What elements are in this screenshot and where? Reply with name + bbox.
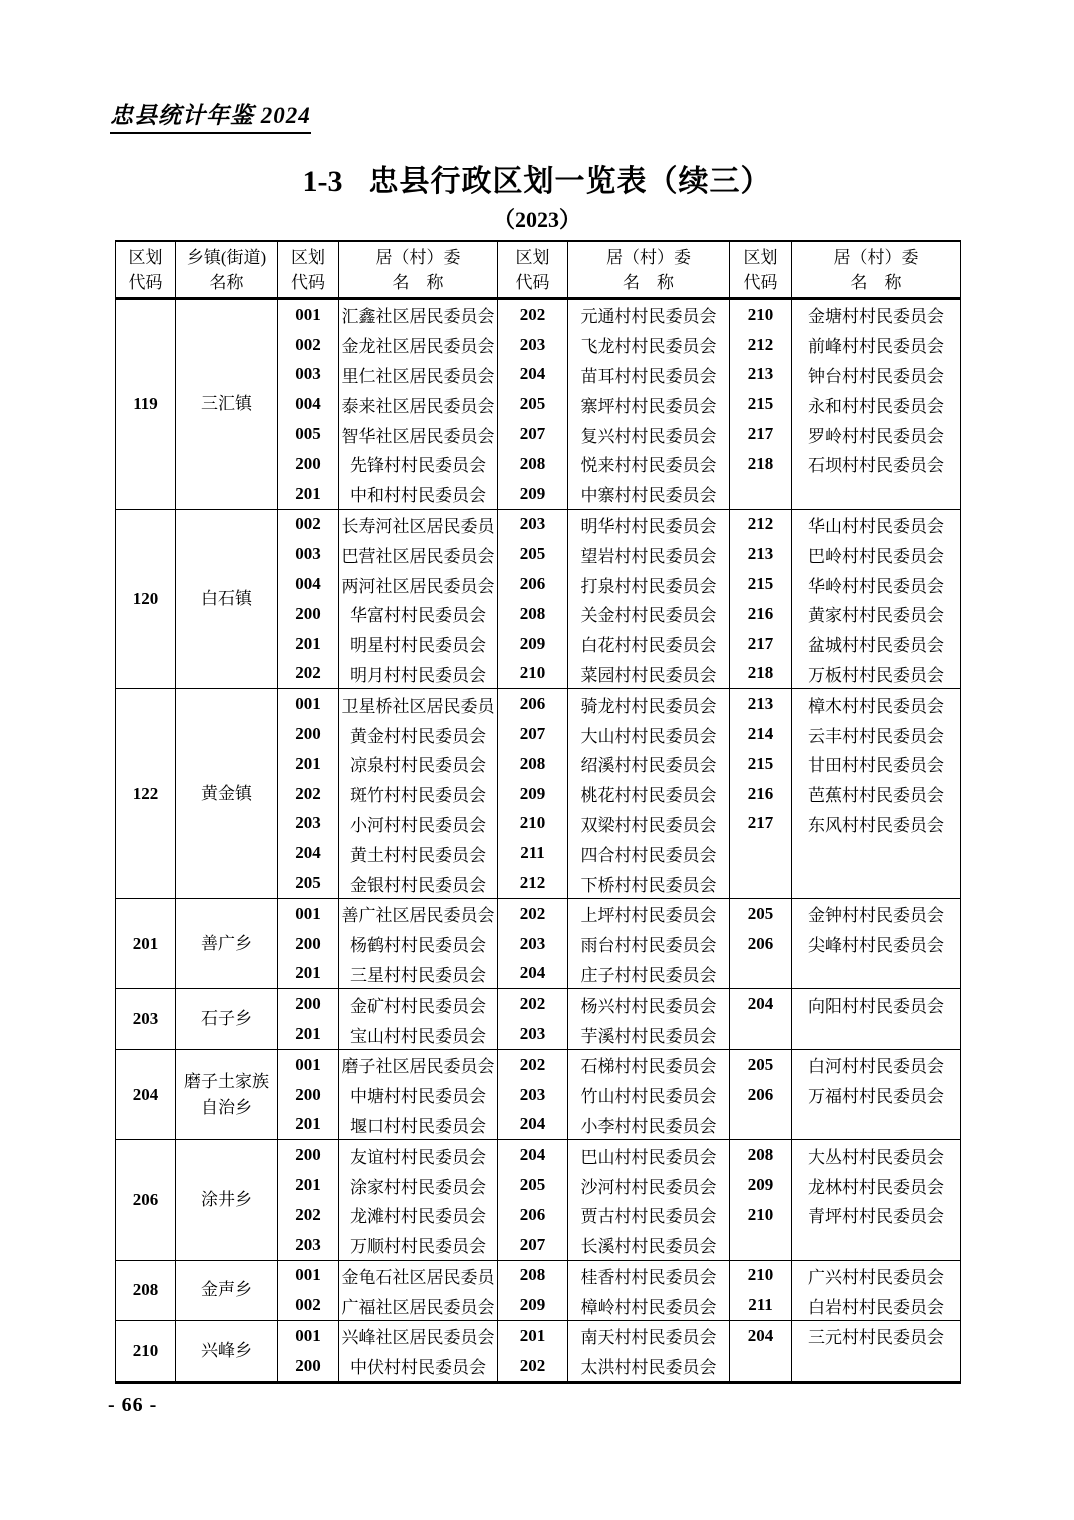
- committee-code: 204: [730, 989, 792, 1019]
- page-title: [0, 156, 1074, 200]
- committee-name: 雨台村村民委员会: [568, 929, 730, 959]
- committee-code: [730, 1110, 792, 1140]
- committee-name: 黄家村村民委员会: [792, 599, 961, 629]
- committee-code: 200: [278, 1140, 339, 1170]
- township-section-203: [116, 989, 961, 1050]
- committee-code: 207: [498, 719, 568, 749]
- committee-name: [792, 1351, 961, 1382]
- column-header-7: 居（村）委 名 称: [792, 241, 961, 299]
- committee-name: [792, 868, 961, 898]
- committee-name: 金龙社区居民委员会: [339, 330, 498, 360]
- township-name: 三汇镇: [176, 299, 278, 510]
- committee-name: 两河社区居民委员会: [339, 569, 498, 599]
- committee-name: 三星村村民委员会: [339, 959, 498, 989]
- committee-name: 元通村村民委员会: [568, 299, 730, 330]
- committee-name: 云丰村村民委员会: [792, 719, 961, 749]
- committee-name: 向阳村村民委员会: [792, 989, 961, 1019]
- committee-code: 213: [730, 360, 792, 390]
- committee-code: 201: [278, 749, 339, 779]
- committee-code: 209: [498, 479, 568, 509]
- committee-name: 先锋村村民委员会: [339, 449, 498, 479]
- committee-code: 202: [498, 1049, 568, 1079]
- committee-code: 001: [278, 1260, 339, 1290]
- committee-code: 209: [498, 629, 568, 659]
- committee-code: 202: [278, 779, 339, 809]
- committee-code: 201: [278, 959, 339, 989]
- committee-code: 203: [498, 509, 568, 539]
- committee-name: 巴营社区居民委员会: [339, 539, 498, 569]
- admin-divisions-table: [115, 240, 961, 1384]
- committee-name: 白花村村民委员会: [568, 629, 730, 659]
- committee-name: 青坪村村民委员会: [792, 1200, 961, 1230]
- table-row: [116, 689, 961, 719]
- committee-name: 前峰村村民委员会: [792, 330, 961, 360]
- township-code: 203: [116, 989, 176, 1050]
- table-row: [116, 509, 961, 539]
- committee-code: 206: [498, 1200, 568, 1230]
- committee-code: 208: [498, 599, 568, 629]
- township-name: 善广乡: [176, 898, 278, 988]
- committee-name: 尖峰村村民委员会: [792, 929, 961, 959]
- committee-code: 212: [730, 509, 792, 539]
- township-name: 黄金镇: [176, 689, 278, 899]
- committee-name: 打泉村村民委员会: [568, 569, 730, 599]
- committee-code: 205: [730, 1049, 792, 1079]
- committee-name: 上坪村村民委员会: [568, 898, 730, 928]
- committee-code: 002: [278, 330, 339, 360]
- committee-name: 万顺村村民委员会: [339, 1230, 498, 1260]
- committee-code: 206: [730, 929, 792, 959]
- committee-name: 芋溪村村民委员会: [568, 1019, 730, 1049]
- committee-name: 友谊村村民委员会: [339, 1140, 498, 1170]
- table-row: [116, 1140, 961, 1170]
- committee-name: 骑龙村村民委员会: [568, 689, 730, 719]
- committee-name: 金矿村村民委员会: [339, 989, 498, 1019]
- township-name: 石子乡: [176, 989, 278, 1050]
- committee-code: 004: [278, 569, 339, 599]
- committee-code: 003: [278, 360, 339, 390]
- committee-name: 樟岭村村民委员会: [568, 1290, 730, 1320]
- committee-code: 205: [498, 539, 568, 569]
- township-section-120: [116, 509, 961, 689]
- township-code: 119: [116, 299, 176, 510]
- committee-code: 001: [278, 1049, 339, 1079]
- committee-code: 205: [498, 389, 568, 419]
- committee-name: 三元村村民委员会: [792, 1321, 961, 1351]
- table-header: [116, 241, 961, 299]
- committee-name: 华山村村民委员会: [792, 509, 961, 539]
- committee-name: 樟木村村民委员会: [792, 689, 961, 719]
- committee-name: 长溪村村民委员会: [568, 1230, 730, 1260]
- committee-name: 卫星桥社区居民委员: [339, 689, 498, 719]
- committee-name: 大丛村村民委员会: [792, 1140, 961, 1170]
- township-section-204: [116, 1049, 961, 1139]
- committee-name: 盆城村村民委员会: [792, 629, 961, 659]
- committee-code: 201: [278, 629, 339, 659]
- committee-code: 202: [278, 1200, 339, 1230]
- committee-code: 213: [730, 689, 792, 719]
- table-year-subtitle: （2023）: [492, 207, 581, 232]
- committee-code: 204: [730, 1321, 792, 1351]
- committee-name: 广福社区居民委员会: [339, 1290, 498, 1320]
- committee-name: 石坝村村民委员会: [792, 449, 961, 479]
- committee-name: 钟台村村民委员会: [792, 360, 961, 390]
- committee-name: 寨坪村村民委员会: [568, 389, 730, 419]
- committee-name: 黄土村村民委员会: [339, 838, 498, 868]
- committee-code: 003: [278, 539, 339, 569]
- committee-code: 200: [278, 599, 339, 629]
- committee-name: 明月村村民委员会: [339, 659, 498, 689]
- committee-code: 207: [498, 419, 568, 449]
- committee-code: 217: [730, 629, 792, 659]
- township-name: 磨子土家族 自治乡: [176, 1049, 278, 1139]
- committee-code: 200: [278, 719, 339, 749]
- committee-name: 杨兴村村民委员会: [568, 989, 730, 1019]
- committee-name: 南天村村民委员会: [568, 1321, 730, 1351]
- committee-name: 飞龙村村民委员会: [568, 330, 730, 360]
- committee-code: 200: [278, 449, 339, 479]
- committee-code: 001: [278, 1321, 339, 1351]
- committee-code: 201: [278, 1110, 339, 1140]
- committee-name: 华富村村民委员会: [339, 599, 498, 629]
- table-row: [116, 1049, 961, 1079]
- column-header-0: 区划 代码: [116, 241, 176, 299]
- committee-code: 211: [730, 1290, 792, 1320]
- table-title: 忠县行政区划一览表（续三）: [368, 165, 772, 198]
- committee-code: [730, 1019, 792, 1049]
- column-header-2: 区划 代码: [278, 241, 339, 299]
- township-section-210: [116, 1321, 961, 1383]
- committee-name: 太洪村村民委员会: [568, 1351, 730, 1382]
- committee-name: 里仁社区居民委员会: [339, 360, 498, 390]
- committee-name: 中寨村村民委员会: [568, 479, 730, 509]
- table-number: 1-3: [302, 165, 343, 198]
- page-number: - 66 -: [108, 1394, 158, 1416]
- committee-code: 202: [498, 989, 568, 1019]
- committee-code: 001: [278, 898, 339, 928]
- committee-name: 白河村村民委员会: [792, 1049, 961, 1079]
- committee-code: 210: [498, 809, 568, 839]
- committee-code: 210: [498, 659, 568, 689]
- committee-code: 206: [730, 1080, 792, 1110]
- committee-code: 215: [730, 569, 792, 599]
- committee-code: 203: [498, 330, 568, 360]
- township-code: 201: [116, 898, 176, 988]
- committee-name: 贾古村村民委员会: [568, 1200, 730, 1230]
- committee-name: 小河村村民委员会: [339, 809, 498, 839]
- yearbook-header: 忠县统计年鉴 2024: [110, 97, 311, 134]
- committee-name: 长寿河社区居民委员: [339, 509, 498, 539]
- committee-code: 200: [278, 1080, 339, 1110]
- committee-name: 白岩村村民委员会: [792, 1290, 961, 1320]
- township-section-201: [116, 898, 961, 988]
- committee-name: [792, 1110, 961, 1140]
- committee-code: 200: [278, 929, 339, 959]
- committee-name: 智华社区居民委员会: [339, 419, 498, 449]
- column-header-1: 乡镇(街道) 名称: [176, 241, 278, 299]
- committee-code: 212: [730, 330, 792, 360]
- committee-code: 204: [498, 360, 568, 390]
- committee-code: 208: [498, 1260, 568, 1290]
- committee-code: [730, 1230, 792, 1260]
- committee-name: 龙林村村民委员会: [792, 1170, 961, 1200]
- committee-code: 213: [730, 539, 792, 569]
- committee-code: 203: [498, 929, 568, 959]
- committee-name: 凉泉村村民委员会: [339, 749, 498, 779]
- committee-code: 209: [498, 779, 568, 809]
- committee-name: 下桥村村民委员会: [568, 868, 730, 898]
- committee-code: 001: [278, 689, 339, 719]
- committee-name: 涂家村村民委员会: [339, 1170, 498, 1200]
- committee-code: [730, 868, 792, 898]
- committee-code: 205: [278, 868, 339, 898]
- committee-name: 汇鑫社区居民委员会: [339, 299, 498, 330]
- committee-name: 兴峰社区居民委员会: [339, 1321, 498, 1351]
- committee-code: 201: [278, 1170, 339, 1200]
- committee-name: 广兴村村民委员会: [792, 1260, 961, 1290]
- committee-code: 203: [498, 1080, 568, 1110]
- column-header-6: 区划 代码: [730, 241, 792, 299]
- committee-name: 金塘村村民委员会: [792, 299, 961, 330]
- committee-name: 望岩村村民委员会: [568, 539, 730, 569]
- committee-code: 209: [730, 1170, 792, 1200]
- committee-code: 210: [730, 1260, 792, 1290]
- committee-name: [792, 1230, 961, 1260]
- committee-name: 苗耳村村民委员会: [568, 360, 730, 390]
- committee-code: 218: [730, 659, 792, 689]
- committee-code: 200: [278, 1351, 339, 1382]
- committee-name: [792, 959, 961, 989]
- committee-code: 210: [730, 1200, 792, 1230]
- committee-code: 204: [498, 1110, 568, 1140]
- township-name: 兴峰乡: [176, 1321, 278, 1383]
- committee-name: 金银村村民委员会: [339, 868, 498, 898]
- committee-name: 桂香村村民委员会: [568, 1260, 730, 1290]
- committee-name: 磨子社区居民委员会: [339, 1049, 498, 1079]
- committee-name: 小李村村民委员会: [568, 1110, 730, 1140]
- committee-code: 209: [498, 1290, 568, 1320]
- committee-name: 庄子村村民委员会: [568, 959, 730, 989]
- committee-code: 202: [498, 898, 568, 928]
- committee-code: 202: [278, 659, 339, 689]
- committee-name: 桃花村村民委员会: [568, 779, 730, 809]
- committee-name: 龙滩村村民委员会: [339, 1200, 498, 1230]
- committee-code: 217: [730, 419, 792, 449]
- committee-name: 巴岭村村民委员会: [792, 539, 961, 569]
- committee-code: 004: [278, 389, 339, 419]
- committee-name: 菜园村村民委员会: [568, 659, 730, 689]
- committee-name: 明华村村民委员会: [568, 509, 730, 539]
- column-header-3: 居（村）委 名 称: [339, 241, 498, 299]
- committee-code: 211: [498, 838, 568, 868]
- committee-name: 金钟村村民委员会: [792, 898, 961, 928]
- township-name: 金声乡: [176, 1260, 278, 1321]
- committee-code: 201: [278, 479, 339, 509]
- committee-name: 泰来社区居民委员会: [339, 389, 498, 419]
- committee-name: [792, 1019, 961, 1049]
- committee-name: 宝山村村民委员会: [339, 1019, 498, 1049]
- committee-code: 002: [278, 1290, 339, 1320]
- committee-name: 竹山村村民委员会: [568, 1080, 730, 1110]
- township-code: 206: [116, 1140, 176, 1260]
- committee-name: 悦来村村民委员会: [568, 449, 730, 479]
- committee-code: 217: [730, 809, 792, 839]
- committee-code: 216: [730, 779, 792, 809]
- column-header-4: 区划 代码: [498, 241, 568, 299]
- committee-code: 206: [498, 569, 568, 599]
- committee-code: 208: [730, 1140, 792, 1170]
- township-section-208: [116, 1260, 961, 1321]
- township-code: 122: [116, 689, 176, 899]
- township-name: 白石镇: [176, 509, 278, 689]
- committee-code: 201: [498, 1321, 568, 1351]
- committee-code: [730, 838, 792, 868]
- committee-name: 甘田村村民委员会: [792, 749, 961, 779]
- township-section-119: [116, 299, 961, 510]
- committee-code: 201: [278, 1019, 339, 1049]
- table-header-row: [116, 241, 961, 299]
- committee-code: 205: [730, 898, 792, 928]
- committee-code: 208: [498, 449, 568, 479]
- committee-name: 双梁村村民委员会: [568, 809, 730, 839]
- committee-code: 216: [730, 599, 792, 629]
- committee-name: 善广社区居民委员会: [339, 898, 498, 928]
- township-code: 210: [116, 1321, 176, 1383]
- table-row: [116, 1321, 961, 1351]
- column-header-5: 居（村）委 名 称: [568, 241, 730, 299]
- township-code: 120: [116, 509, 176, 689]
- committee-name: 东风村村民委员会: [792, 809, 961, 839]
- committee-name: 中和村村民委员会: [339, 479, 498, 509]
- committee-code: 215: [730, 389, 792, 419]
- table-row: [116, 898, 961, 928]
- committee-code: [730, 479, 792, 509]
- committee-code: 202: [498, 299, 568, 330]
- committee-name: 万福村村民委员会: [792, 1080, 961, 1110]
- committee-code: 202: [498, 1351, 568, 1382]
- committee-code: 002: [278, 509, 339, 539]
- township-name: 涂井乡: [176, 1140, 278, 1260]
- township-code: 204: [116, 1049, 176, 1139]
- committee-name: 绍溪村村民委员会: [568, 749, 730, 779]
- township-section-122: [116, 689, 961, 899]
- table-row: [116, 1260, 961, 1290]
- committee-code: [730, 1351, 792, 1382]
- committee-name: 大山村村民委员会: [568, 719, 730, 749]
- committee-name: 中塘村村民委员会: [339, 1080, 498, 1110]
- committee-code: 214: [730, 719, 792, 749]
- committee-name: 关金村村民委员会: [568, 599, 730, 629]
- township-section-206: [116, 1140, 961, 1260]
- committee-name: 万板村村民委员会: [792, 659, 961, 689]
- committee-code: 212: [498, 868, 568, 898]
- committee-code: 204: [498, 1140, 568, 1170]
- table-row: [116, 989, 961, 1019]
- township-code: 208: [116, 1260, 176, 1321]
- committee-name: 堰口村村民委员会: [339, 1110, 498, 1140]
- committee-code: 203: [278, 1230, 339, 1260]
- committee-code: 207: [498, 1230, 568, 1260]
- committee-name: [792, 479, 961, 509]
- committee-code: 206: [498, 689, 568, 719]
- committee-code: 200: [278, 989, 339, 1019]
- committee-code: 204: [498, 959, 568, 989]
- committee-code: 005: [278, 419, 339, 449]
- committee-name: 永和村村民委员会: [792, 389, 961, 419]
- committee-name: 明星村村民委员会: [339, 629, 498, 659]
- committee-name: 石梯村村民委员会: [568, 1049, 730, 1079]
- committee-code: 208: [498, 749, 568, 779]
- committee-code: 218: [730, 449, 792, 479]
- committee-name: 金龟石社区居民委员: [339, 1260, 498, 1290]
- committee-name: 黄金村村民委员会: [339, 719, 498, 749]
- committee-code: 204: [278, 838, 339, 868]
- committee-code: 001: [278, 299, 339, 330]
- committee-name: 中伏村村民委员会: [339, 1351, 498, 1382]
- committee-name: [792, 838, 961, 868]
- committee-name: 巴山村村民委员会: [568, 1140, 730, 1170]
- committee-code: 203: [498, 1019, 568, 1049]
- committee-code: 210: [730, 299, 792, 330]
- committee-name: 斑竹村村民委员会: [339, 779, 498, 809]
- committee-name: 芭蕉村村民委员会: [792, 779, 961, 809]
- committee-name: 杨鹤村村民委员会: [339, 929, 498, 959]
- committee-code: 203: [278, 809, 339, 839]
- committee-name: 复兴村村民委员会: [568, 419, 730, 449]
- table-row: [116, 299, 961, 330]
- committee-code: 205: [498, 1170, 568, 1200]
- committee-name: 罗岭村村民委员会: [792, 419, 961, 449]
- committee-name: 沙河村村民委员会: [568, 1170, 730, 1200]
- committee-name: 四合村村民委员会: [568, 838, 730, 868]
- committee-code: [730, 959, 792, 989]
- committee-name: 华岭村村民委员会: [792, 569, 961, 599]
- committee-code: 215: [730, 749, 792, 779]
